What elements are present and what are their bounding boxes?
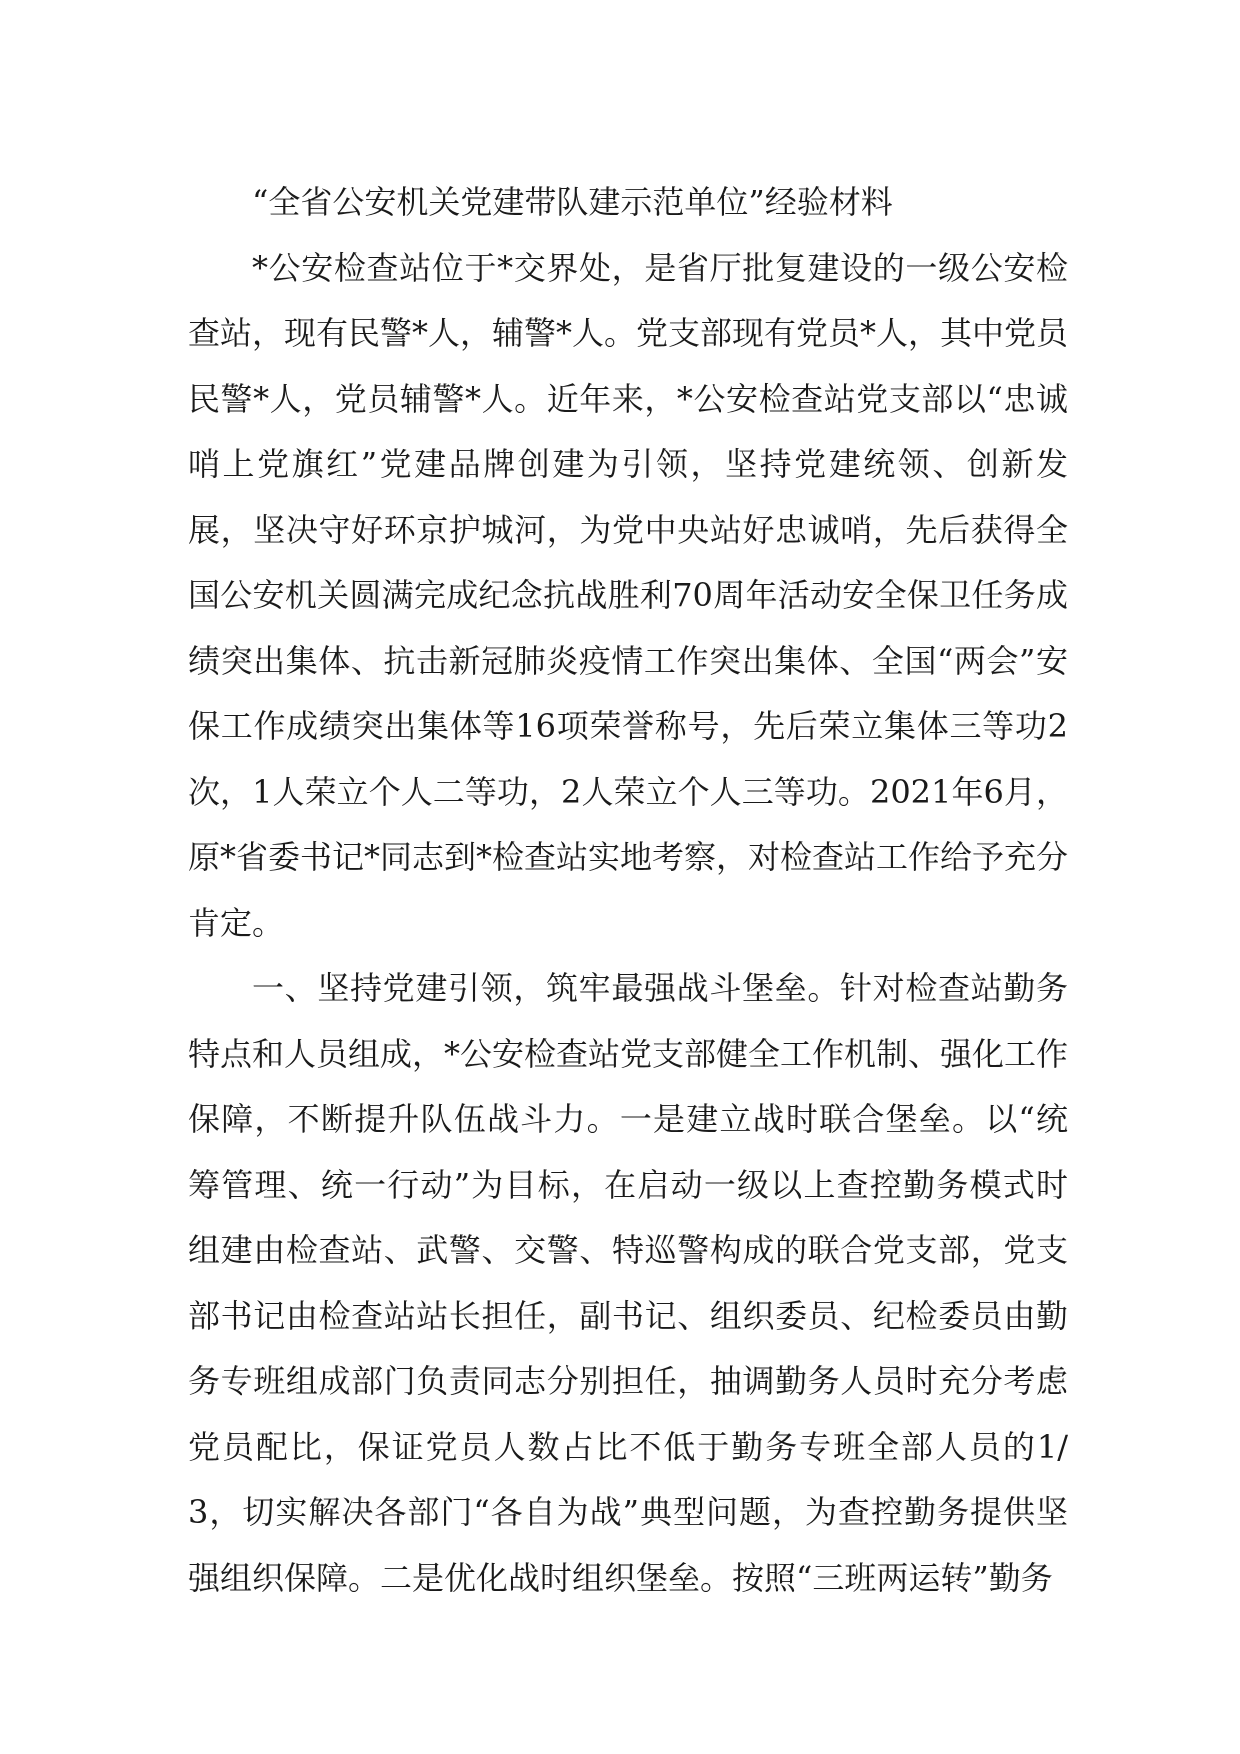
paragraph-section-one: 一、坚持党建引领，筑牢最强战斗堡垒。针对检查站勤务特点和人员组成，*公安检查站党支部健全工作机制、强化工作保障，不断提升队伍战斗力。一是建立战时联合堡垒。以“统筹管理、统一行动”为目标，在启动一级以上查控勤务模式时组建由检查站、武警、交警、特巡警构成的联合党支部，党支部书记由检查站站长担任，副书记、组织委员、纪检委员由勤务专班组成部门负责同志分别担任，抽调勤务人员时充分考虑党员配比，保证党员人数占比不低于勤务专班全部人员的1/3，切实解决各部门“各自为战”典型问题，为查控勤务提供坚强组织保障。二是优化战时组织堡垒。按照“三班两运转”勤务: [188, 969, 1069, 1597]
paragraph-intro: *公安检查站位于*交界处，是省厅批复建设的一级公安检查站，现有民警*人，辅警*人。党支部现有党员*人，其中党员民警*人，党员辅警*人。近年来，*公安检查站党支部以“忠诚哨上党旗红”党建品牌创建为引领，坚持党建统领、创新发展，坚决守好环京护城河，为党中央站好忠诚哨，先后获得全国公安机关圆满完成纪念抗战胜利70周年活动安全保卫任务成绩突出集体、抗击新冠肺炎疫情工作突出集体、全国“两会”安保工作成绩突出集体等16项荣誉称号，先后荣立集体三等功2次，1人荣立个人二等功，2人荣立个人三等功。2021年6月，原*省委书记*同志到*检查站实地考察，对检查站工作给予充分肯定。: [188, 248, 1069, 942]
document-body: [188, 170, 1068, 1611]
document-title: “全省公安机关党建带队建示范单位”经验材料: [252, 183, 893, 221]
